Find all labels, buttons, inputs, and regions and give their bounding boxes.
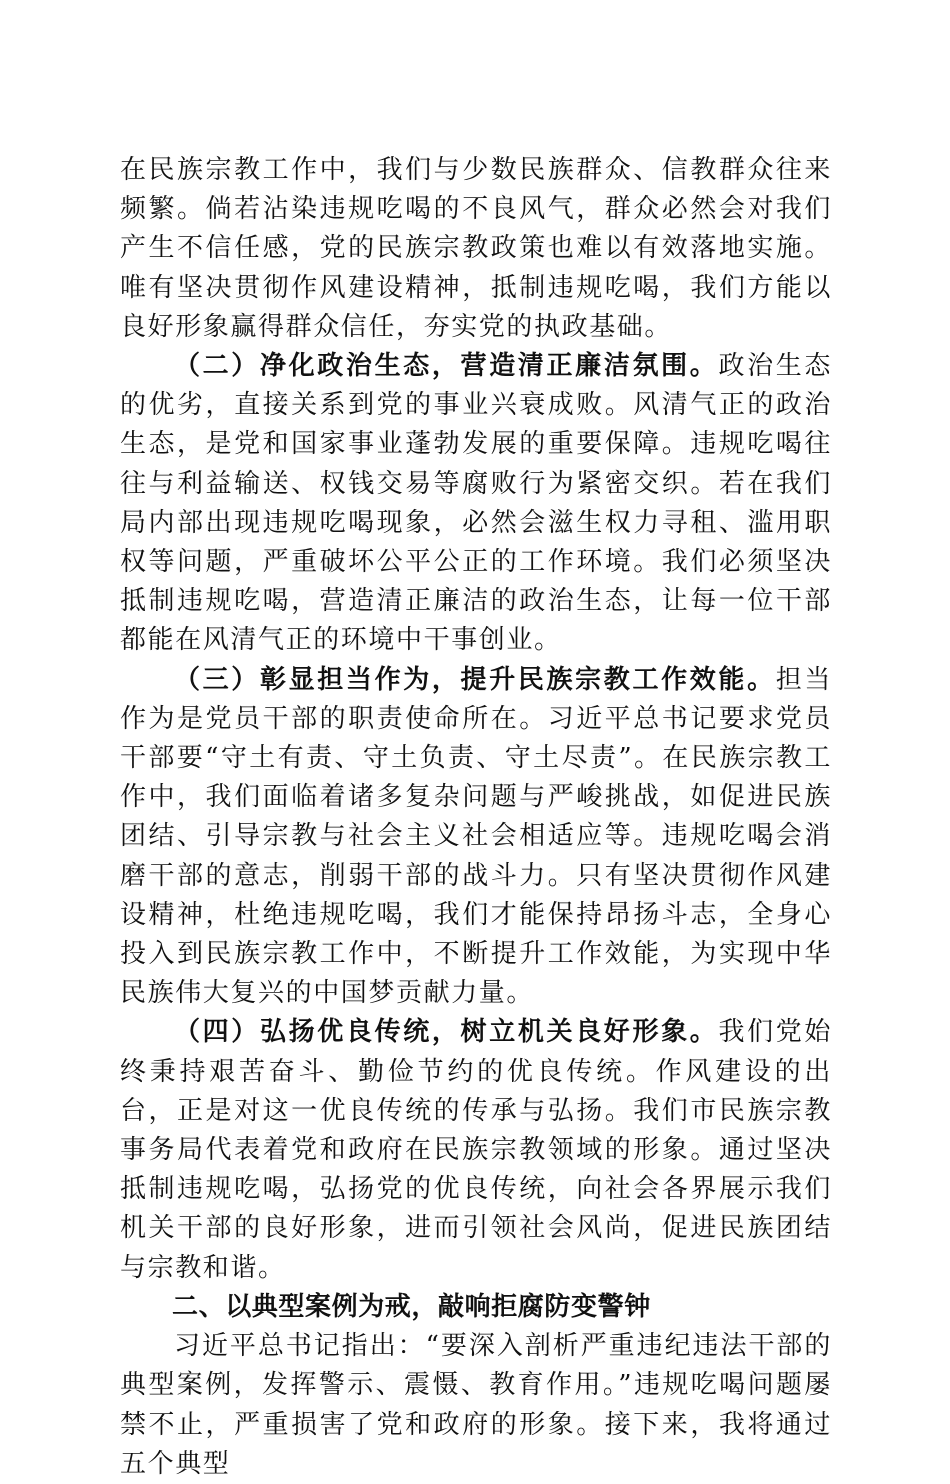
paragraph-lead: （三）彰显担当作为，提升民族宗教工作效能。 xyxy=(174,664,776,695)
paragraph-purify-political-ecology xyxy=(120,347,832,661)
paragraph-text: 政治生态的优劣，直接关系到党的事业兴衰成败。风清气正的政治生态，是党和国家事业蓬勃发展的重要保障。违规吃喝往往与利益输送、权钱交易等腐败行为紧密交织。若在我们局内部出现违规吃喝现象，必然会滋生权力寻租、滥用职权等问题，严重破坏公平公正的工作环境。我们必须坚决抵制违规吃喝，营造清正廉洁的政治生态，让每一位干部都能在风清气正的环境中干事创业。 xyxy=(120,351,832,656)
paragraph-lead: （二）净化政治生态，营造清正廉洁氛围。 xyxy=(174,351,719,382)
document-page xyxy=(120,151,832,1484)
paragraph-text: 担当作为是党员干部的职责使命所在。习近平总书记要求党员干部要“守土有责、守土负责、守土尽责”。在民族宗教工作中，我们面临着诸多复杂问题与严峻挑战，如促进民族团结、引导宗教与社会主义社会相适应等。违规吃喝会消磨干部的意志，削弱干部的战斗力。只有坚决贯彻作风建设精神，杜绝违规吃喝，我们才能保持昂扬斗志，全身心投入到民族宗教工作中，不断提升工作效能，为实现中华民族伟大复兴的中国梦贡献力量。 xyxy=(120,664,832,1009)
paragraph-lead: （四）弘扬优良传统，树立机关良好形象。 xyxy=(174,1017,719,1048)
paragraph-show-responsibility xyxy=(120,661,832,1014)
section-heading: 二、以典型案例为戒，敲响拒腐防变警钟 xyxy=(172,1291,651,1322)
paragraph-continuation xyxy=(120,151,832,347)
paragraph-text: 习近平总书记指出：“要深入剖析严重违纪违法干部的典型案例，发挥警示、震慑、教育作用。”违规吃喝问题屡禁不止，严重损害了党和政府的形象。接下来，我将通过五个典型 xyxy=(120,1331,832,1479)
paragraph-text: 在民族宗教工作中，我们与少数民族群众、信教群众往来频繁。倘若沾染违规吃喝的不良风气，群众必然会对我们产生不信任感，党的民族宗教政策也难以有效落地实施。唯有坚决贯彻作风建设精神，抵制违规吃喝，我们方能以良好形象赢得群众信任，夯实党的执政基础。 xyxy=(120,155,832,342)
paragraph-carry-forward-traditions xyxy=(120,1013,832,1287)
paragraph-typical-cases xyxy=(120,1327,832,1484)
paragraph-text: 我们党始终秉持艰苦奋斗、勤俭节约的优良传统。作风建设的出台，正是对这一优良传统的传承与弘扬。我们市民族宗教事务局代表着党和政府在民族宗教领域的形象。通过坚决抵制违规吃喝，弘扬党的优良传统，向社会各界展示我们机关干部的良好形象，进而引领社会风尚，促进民族团结与宗教和谐。 xyxy=(120,1017,832,1283)
